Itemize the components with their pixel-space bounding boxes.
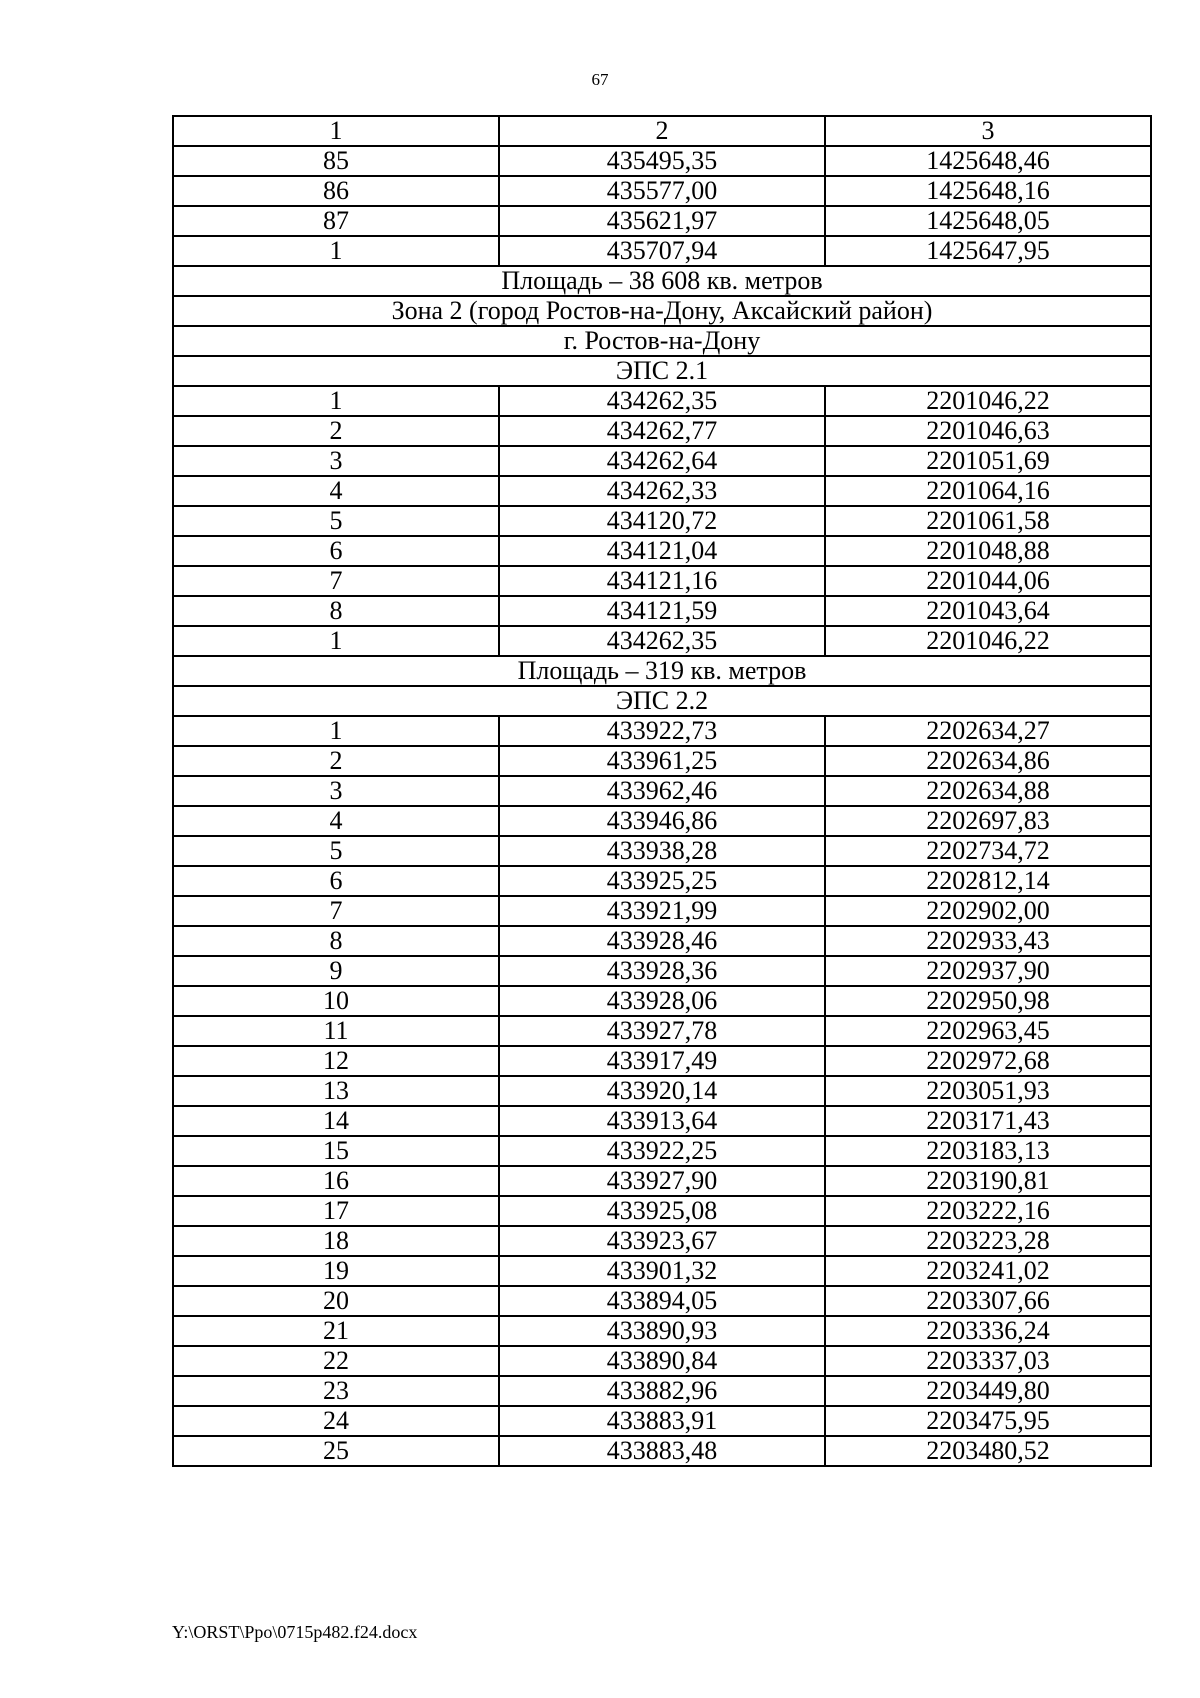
y-coordinate-cell: 2203336,24 [825, 1316, 1151, 1346]
y-coordinate-cell: 2201046,63 [825, 416, 1151, 446]
table-row [173, 206, 1151, 236]
table-row [173, 236, 1151, 266]
x-coordinate-cell: 435495,35 [499, 146, 825, 176]
x-coordinate-cell: 433917,49 [499, 1046, 825, 1076]
section-row [173, 686, 1151, 716]
y-coordinate-cell: 2203190,81 [825, 1166, 1151, 1196]
x-coordinate-cell: 434262,33 [499, 476, 825, 506]
point-number-cell: 13 [173, 1076, 499, 1106]
x-coordinate-cell: 434121,16 [499, 566, 825, 596]
y-coordinate-cell: 2202902,00 [825, 896, 1151, 926]
table-row [173, 1016, 1151, 1046]
x-coordinate-cell: 433928,06 [499, 986, 825, 1016]
coordinates-table-body [173, 116, 1151, 1466]
point-number-cell: 20 [173, 1286, 499, 1316]
y-coordinate-cell: 1425648,16 [825, 176, 1151, 206]
point-number-cell: 1 [173, 626, 499, 656]
table-row [173, 416, 1151, 446]
section-row [173, 266, 1151, 296]
x-coordinate-cell: 434121,59 [499, 596, 825, 626]
table-row [173, 1376, 1151, 1406]
table-row [173, 926, 1151, 956]
table-row [173, 1106, 1151, 1136]
point-number-cell: 6 [173, 536, 499, 566]
table-row [173, 146, 1151, 176]
table-row [173, 506, 1151, 536]
x-coordinate-cell: 433913,64 [499, 1106, 825, 1136]
table-row [173, 986, 1151, 1016]
point-number-cell: 86 [173, 176, 499, 206]
point-number-cell: 18 [173, 1226, 499, 1256]
y-coordinate-cell: 2202812,14 [825, 866, 1151, 896]
point-number-cell: 4 [173, 806, 499, 836]
y-coordinate-cell: 2202950,98 [825, 986, 1151, 1016]
point-number-cell: 15 [173, 1136, 499, 1166]
x-coordinate-cell: 433922,25 [499, 1136, 825, 1166]
table-row [173, 806, 1151, 836]
y-coordinate-cell: 2203480,52 [825, 1436, 1151, 1466]
table-row [173, 836, 1151, 866]
table-row [173, 956, 1151, 986]
point-number-cell: 7 [173, 896, 499, 926]
y-coordinate-cell: 2201046,22 [825, 626, 1151, 656]
y-coordinate-cell: 2201061,58 [825, 506, 1151, 536]
x-coordinate-cell: 433946,86 [499, 806, 825, 836]
x-coordinate-cell: 433925,08 [499, 1196, 825, 1226]
table-row [173, 1286, 1151, 1316]
x-coordinate-cell: 433928,46 [499, 926, 825, 956]
y-coordinate-cell: 2201048,88 [825, 536, 1151, 566]
y-coordinate-cell: 2203223,28 [825, 1226, 1151, 1256]
table-row [173, 446, 1151, 476]
point-number-cell: 6 [173, 866, 499, 896]
x-coordinate-cell: 435621,97 [499, 206, 825, 236]
x-coordinate-cell: 433894,05 [499, 1286, 825, 1316]
x-coordinate-cell: 433890,84 [499, 1346, 825, 1376]
y-coordinate-cell: 2203449,80 [825, 1376, 1151, 1406]
point-number-cell: 22 [173, 1346, 499, 1376]
x-coordinate-cell: 435577,00 [499, 176, 825, 206]
point-number-cell: 12 [173, 1046, 499, 1076]
section-cell: Площадь – 319 кв. метров [173, 656, 1151, 686]
y-coordinate-cell: 2201051,69 [825, 446, 1151, 476]
section-cell: ЭПС 2.2 [173, 686, 1151, 716]
table-row [173, 1346, 1151, 1376]
section-cell: Площадь – 38 608 кв. метров [173, 266, 1151, 296]
page-number: 67 [591, 70, 609, 89]
table-row [173, 536, 1151, 566]
x-coordinate-cell: 433923,67 [499, 1226, 825, 1256]
table-row [173, 626, 1151, 656]
table-row [173, 1136, 1151, 1166]
point-number-cell: 9 [173, 956, 499, 986]
y-coordinate-cell: 2202634,86 [825, 746, 1151, 776]
table-header-row [173, 116, 1151, 146]
y-coordinate-cell: 2202937,90 [825, 956, 1151, 986]
x-coordinate-cell: 433882,96 [499, 1376, 825, 1406]
point-number-cell: 8 [173, 596, 499, 626]
table-row [173, 476, 1151, 506]
table-row [173, 596, 1151, 626]
x-coordinate-cell: 434121,04 [499, 536, 825, 566]
x-coordinate-cell: 433927,90 [499, 1166, 825, 1196]
x-coordinate-cell: 433883,91 [499, 1406, 825, 1436]
point-number-cell: 17 [173, 1196, 499, 1226]
point-number-cell: 2 [173, 416, 499, 446]
y-coordinate-cell: 2201043,64 [825, 596, 1151, 626]
table-row [173, 776, 1151, 806]
table-row [173, 1436, 1151, 1466]
point-number-cell: 4 [173, 476, 499, 506]
x-coordinate-cell: 433890,93 [499, 1316, 825, 1346]
point-number-cell: 3 [173, 446, 499, 476]
x-coordinate-cell: 433922,73 [499, 716, 825, 746]
point-number-cell: 23 [173, 1376, 499, 1406]
x-coordinate-cell: 433925,25 [499, 866, 825, 896]
point-number-cell: 11 [173, 1016, 499, 1046]
footer-file-path: Y:\ORST\Ppo\0715p482.f24.docx [172, 1622, 418, 1642]
coordinates-table [172, 115, 1152, 1467]
y-coordinate-cell: 2203222,16 [825, 1196, 1151, 1226]
point-number-cell: 24 [173, 1406, 499, 1436]
x-coordinate-cell: 434262,35 [499, 626, 825, 656]
header-cell-point: 1 [173, 116, 499, 146]
y-coordinate-cell: 2201064,16 [825, 476, 1151, 506]
y-coordinate-cell: 2201046,22 [825, 386, 1151, 416]
y-coordinate-cell: 2202972,68 [825, 1046, 1151, 1076]
point-number-cell: 3 [173, 776, 499, 806]
point-number-cell: 16 [173, 1166, 499, 1196]
section-cell: Зона 2 (город Ростов-на-Дону, Аксайский район) [173, 296, 1151, 326]
y-coordinate-cell: 2202634,27 [825, 716, 1151, 746]
header-cell-x: 2 [499, 116, 825, 146]
table-row [173, 1046, 1151, 1076]
table-row [173, 1256, 1151, 1286]
table-row [173, 1196, 1151, 1226]
y-coordinate-cell: 2203475,95 [825, 1406, 1151, 1436]
x-coordinate-cell: 434262,64 [499, 446, 825, 476]
table-row [173, 1166, 1151, 1196]
point-number-cell: 5 [173, 836, 499, 866]
point-number-cell: 19 [173, 1256, 499, 1286]
table-row [173, 176, 1151, 206]
point-number-cell: 87 [173, 206, 499, 236]
x-coordinate-cell: 433938,28 [499, 836, 825, 866]
x-coordinate-cell: 434262,77 [499, 416, 825, 446]
section-row [173, 656, 1151, 686]
point-number-cell: 2 [173, 746, 499, 776]
x-coordinate-cell: 433901,32 [499, 1256, 825, 1286]
point-number-cell: 21 [173, 1316, 499, 1346]
y-coordinate-cell: 2202734,72 [825, 836, 1151, 866]
y-coordinate-cell: 2203171,43 [825, 1106, 1151, 1136]
point-number-cell: 25 [173, 1436, 499, 1466]
table-row [173, 1316, 1151, 1346]
y-coordinate-cell: 2203337,03 [825, 1346, 1151, 1376]
y-coordinate-cell: 2202634,88 [825, 776, 1151, 806]
x-coordinate-cell: 433920,14 [499, 1076, 825, 1106]
point-number-cell: 1 [173, 386, 499, 416]
x-coordinate-cell: 433921,99 [499, 896, 825, 926]
point-number-cell: 8 [173, 926, 499, 956]
point-number-cell: 1 [173, 716, 499, 746]
section-row [173, 296, 1151, 326]
y-coordinate-cell: 2201044,06 [825, 566, 1151, 596]
y-coordinate-cell: 1425648,05 [825, 206, 1151, 236]
point-number-cell: 85 [173, 146, 499, 176]
x-coordinate-cell: 433961,25 [499, 746, 825, 776]
y-coordinate-cell: 2202933,43 [825, 926, 1151, 956]
header-cell-y: 3 [825, 116, 1151, 146]
y-coordinate-cell: 1425647,95 [825, 236, 1151, 266]
x-coordinate-cell: 433928,36 [499, 956, 825, 986]
y-coordinate-cell: 1425648,46 [825, 146, 1151, 176]
y-coordinate-cell: 2202963,45 [825, 1016, 1151, 1046]
x-coordinate-cell: 433927,78 [499, 1016, 825, 1046]
y-coordinate-cell: 2203051,93 [825, 1076, 1151, 1106]
table-row [173, 386, 1151, 416]
x-coordinate-cell: 433962,46 [499, 776, 825, 806]
x-coordinate-cell: 434262,35 [499, 386, 825, 416]
point-number-cell: 14 [173, 1106, 499, 1136]
table-row [173, 566, 1151, 596]
table-row [173, 1406, 1151, 1436]
table-row [173, 866, 1151, 896]
y-coordinate-cell: 2202697,83 [825, 806, 1151, 836]
table-row [173, 746, 1151, 776]
point-number-cell: 5 [173, 506, 499, 536]
section-row [173, 356, 1151, 386]
section-row [173, 326, 1151, 356]
table-row [173, 1076, 1151, 1106]
point-number-cell: 7 [173, 566, 499, 596]
x-coordinate-cell: 434120,72 [499, 506, 825, 536]
y-coordinate-cell: 2203183,13 [825, 1136, 1151, 1166]
x-coordinate-cell: 435707,94 [499, 236, 825, 266]
x-coordinate-cell: 433883,48 [499, 1436, 825, 1466]
table-row [173, 896, 1151, 926]
table-row [173, 716, 1151, 746]
section-cell: ЭПС 2.1 [173, 356, 1151, 386]
section-cell: г. Ростов-на-Дону [173, 326, 1151, 356]
y-coordinate-cell: 2203307,66 [825, 1286, 1151, 1316]
table-row [173, 1226, 1151, 1256]
y-coordinate-cell: 2203241,02 [825, 1256, 1151, 1286]
point-number-cell: 10 [173, 986, 499, 1016]
point-number-cell: 1 [173, 236, 499, 266]
